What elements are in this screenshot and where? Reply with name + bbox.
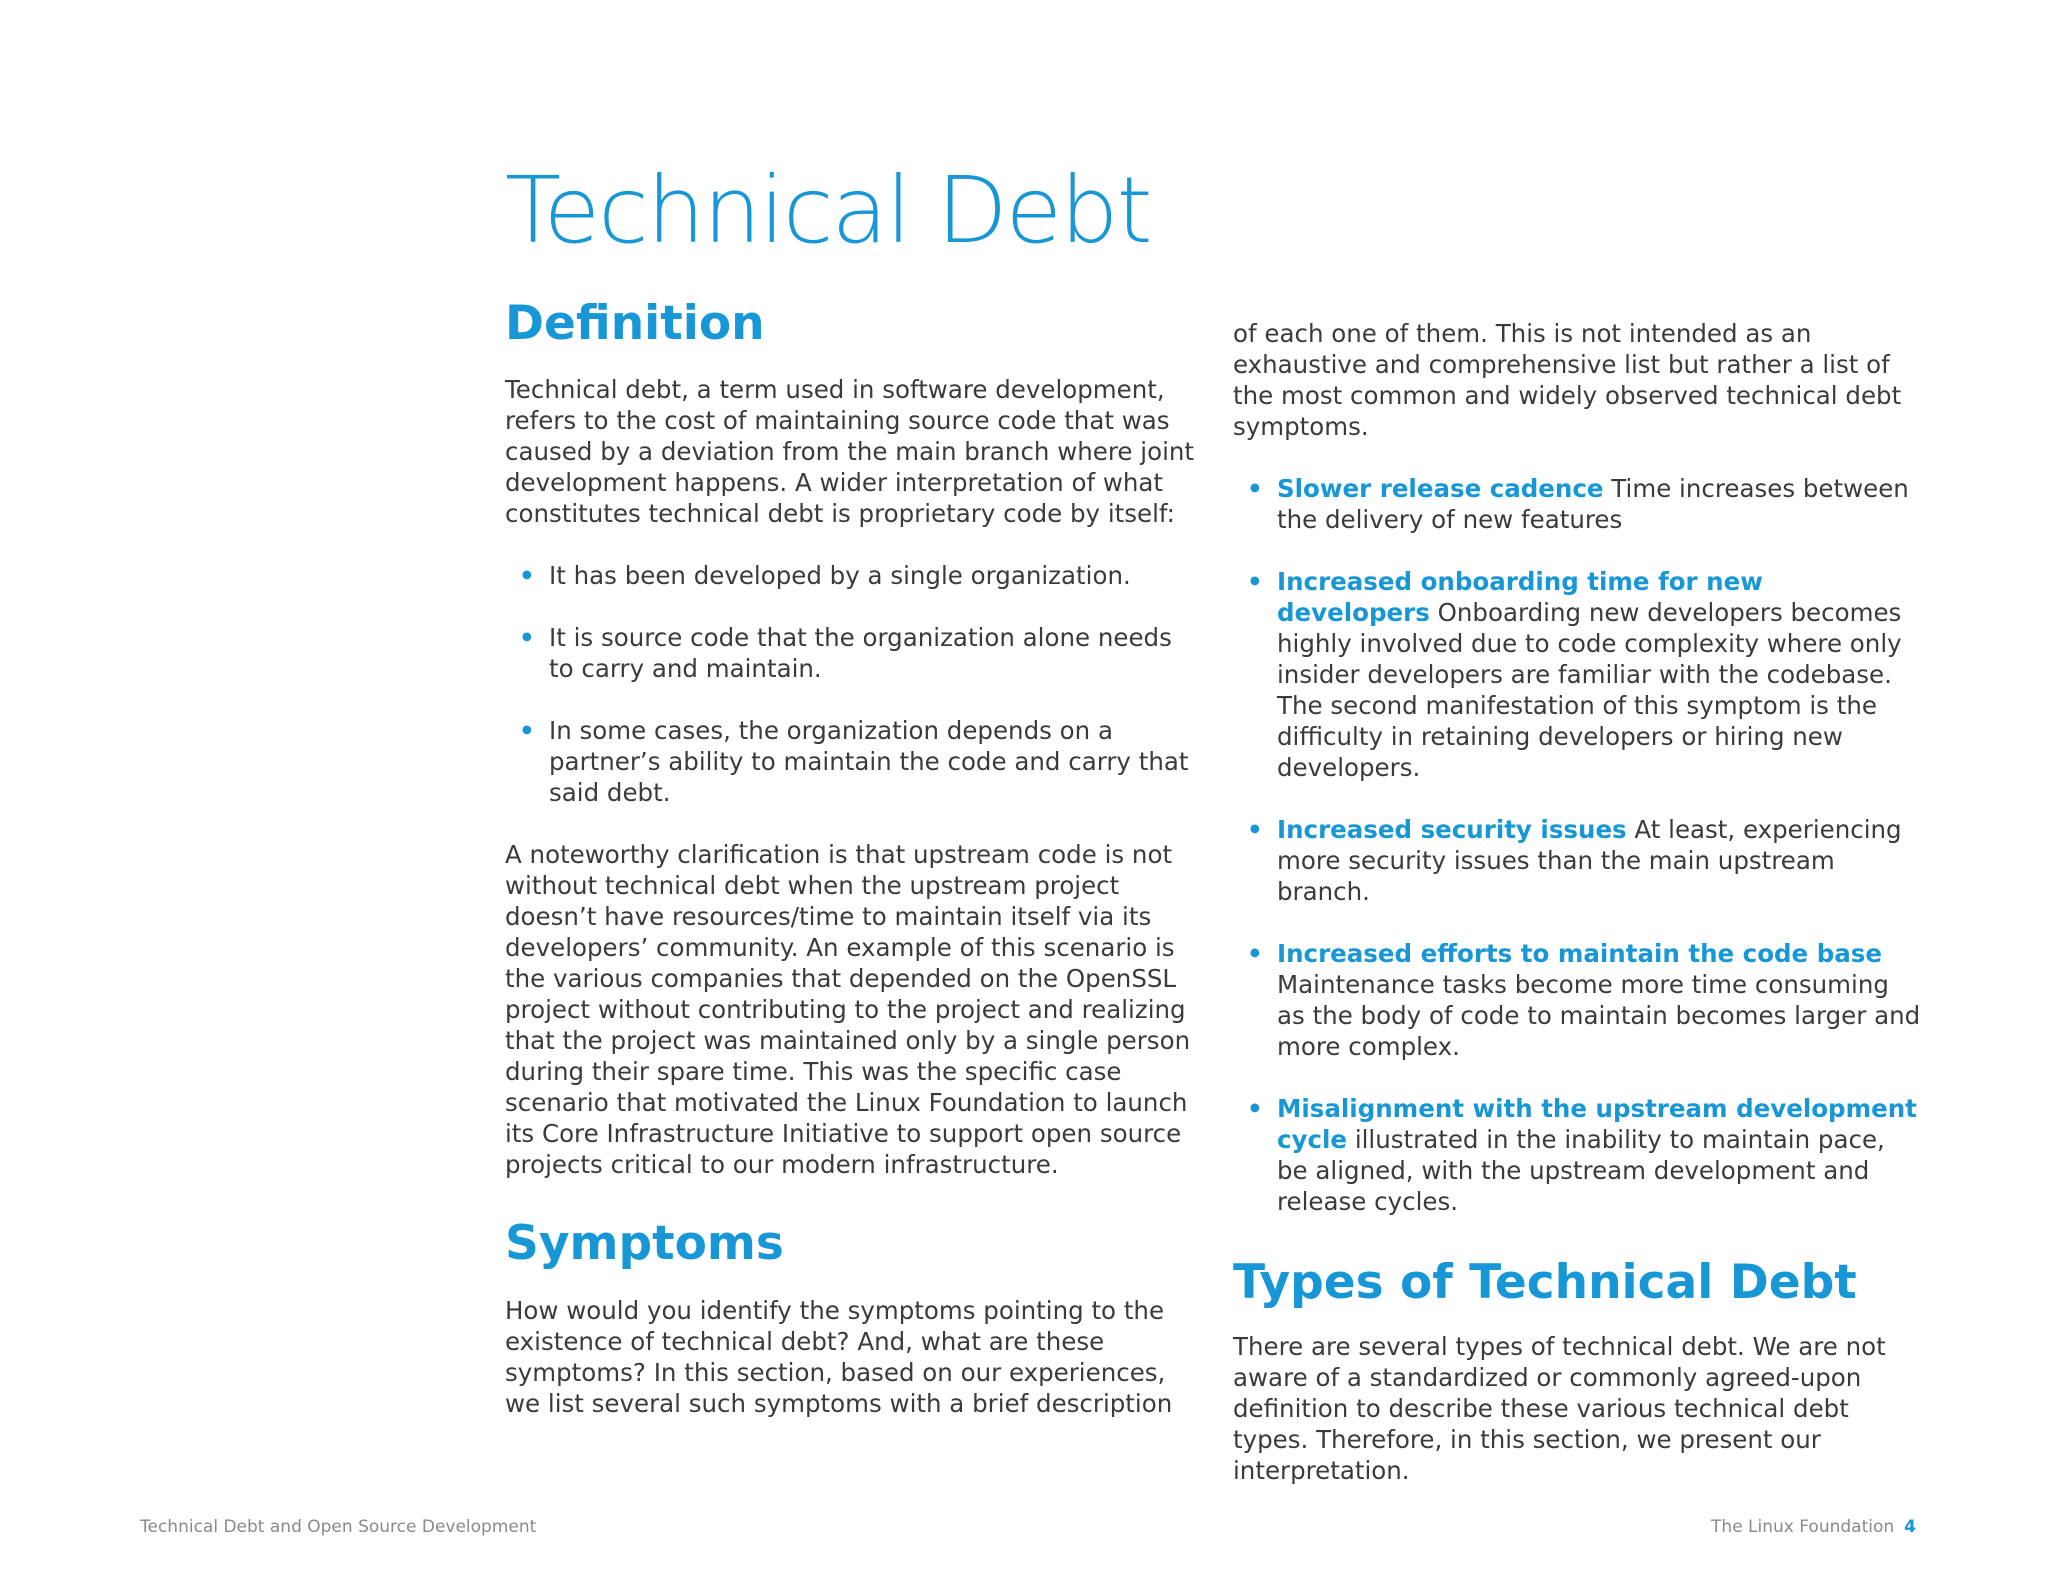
symptom-term: Slower release cadence [1277, 474, 1604, 503]
bullet-icon: • [519, 716, 535, 746]
symptom-description: Onboarding new developers becomes highly involved due to code complexity where only insider developers are familiar with the codebase. The second manifestation of this symptom is the difficulty in retaining developers or hiring new developers. [1277, 598, 1902, 782]
symptoms-heading: Symptoms [505, 1216, 784, 1272]
symptom-term: Increased efforts to maintain the code base [1277, 939, 1882, 968]
bullet-icon: • [519, 623, 535, 653]
definition-bullet [505, 560, 1195, 591]
definition-bullet-text: In some cases, the organization depends on a partner’s ability to maintain the code and carry that said debt. [549, 716, 1189, 808]
definition-intro: Technical debt, a term used in software development, refers to the cost of maintaining source code that was caused by a deviation from the main branch where joint development happens. A wider interpretation of what constitutes technical debt is proprietary code by itself: [505, 375, 1195, 529]
footer-publisher-name: The Linux Foundation [1711, 1517, 1895, 1537]
symptom-description: Time increases between the delivery of new features [1277, 474, 1909, 534]
types-heading: Types of Technical Debt [1233, 1255, 1857, 1310]
bullet-icon: • [1247, 567, 1263, 596]
bullet-icon: • [519, 561, 535, 591]
definition-bullet-text: It is source code that the organization alone needs to carry and maintain. [549, 623, 1172, 684]
right-column [1233, 318, 1923, 1486]
bullet-icon: • [1247, 1094, 1263, 1123]
page-title: Technical Debt [505, 157, 1151, 264]
symptoms-intro-continued: of each one of them. This is not intended as an exhaustive and comprehensive list but rather a list of the most common and widely observed technical debt symptoms. [1233, 319, 1902, 441]
symptom-term: Increased onboarding time for new developers [1277, 567, 1763, 627]
bullet-icon: • [1247, 474, 1263, 503]
definition-clarification: A noteworthy clarification is that upstream code is not without technical debt when the upstream project doesn’t have resources/time to maintain itself via its developers’ community. An example of this scenario is the various companies that depended on the OpenSSL project without contributing to the project and realizing that the project was maintained only by a single person during their spare time. This was the specific case scenario that motivated the Linux Foundation to launch its Core Infrastructure Initiative to support open source projects critical to our modern infrastructure. [505, 840, 1191, 1180]
symptom-item [1233, 1093, 1923, 1217]
types-intro: There are several types of technical debt. We are not aware of a standardized or commonly agreed-upon definition to describe these various technical debt types. Therefore, in this section, we present our interpretation. [1233, 1332, 1886, 1486]
page-number: 4 [1904, 1517, 1916, 1537]
footer-document-title: Technical Debt and Open Source Development [140, 1517, 537, 1537]
symptom-description: Maintenance tasks become more time consuming as the body of code to maintain becomes larger and more complex. [1277, 970, 1921, 1061]
symptom-term: Misalignment with the upstream development cycle [1277, 1094, 1917, 1154]
definition-bullet [505, 715, 1195, 808]
left-column [505, 296, 1195, 1419]
bullet-icon: • [1247, 815, 1263, 844]
symptom-term: Increased security issues [1277, 815, 1627, 844]
symptom-item [1233, 566, 1923, 783]
definition-bullet-list [505, 560, 1195, 808]
bullet-icon: • [1247, 939, 1263, 968]
symptoms-list [1233, 473, 1923, 1217]
definition-bullet [505, 622, 1195, 684]
symptoms-intro: How would you identify the symptoms pointing to the existence of technical debt? And, what are these symptoms? In this section, based on our experiences, we list several such symptoms with a brief description [505, 1295, 1173, 1418]
definition-heading: Definition [505, 296, 765, 351]
definition-bullet-text: It has been developed by a single organization. [549, 561, 1131, 591]
symptom-item [1233, 473, 1923, 535]
symptom-description: illustrated in the inability to maintain pace, be aligned, with the upstream development and release cycles. [1277, 1125, 1885, 1216]
symptom-item [1233, 938, 1923, 1062]
symptom-item [1233, 814, 1923, 907]
symptom-description: At least, experiencing more security issues than the main upstream branch. [1277, 815, 1902, 906]
footer-publisher [1711, 1517, 1916, 1537]
